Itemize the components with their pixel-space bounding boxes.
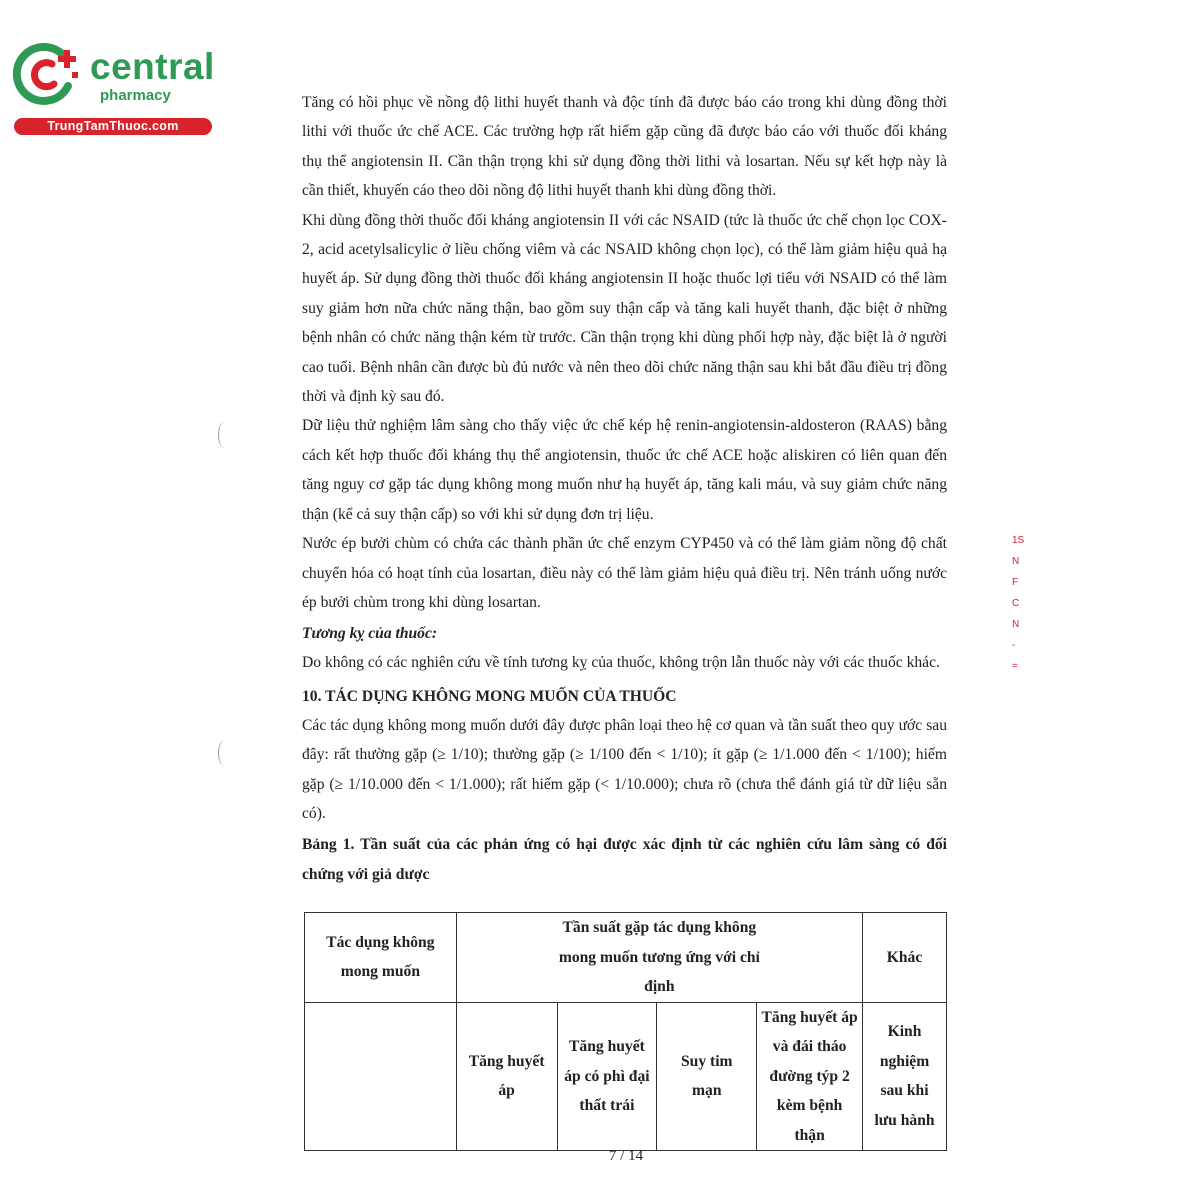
section-intro: Các tác dụng không mong muốn dưới đây được phân loại theo hệ cơ quan và tần suất theo quy ước sau đây: rất thường gặp (≥ 1/10); thường gặp (≥ 1/100 đến < 1/10); ít gặp (≥ 1/1.000 đến < 1/100); hiếm gặp (≥ 1/10.000 đến < 1/1.000); rất hiếm gặp (< 1/10.000); chưa rõ (chưa thể đánh giá từ dữ liệu sẵn có). [302,716,947,822]
table-header-other: Khác [863,913,947,1003]
margin-mark: N [1012,619,1020,630]
logo-subtitle: pharmacy [100,87,171,104]
table-subheader-diabetic-nephropathy: Tăng huyết áp và đái tháo đường týp 2 kèm bệnh thận [757,1002,863,1151]
table-caption: Bảng 1. Tần suất của các phản ứng có hại được xác định từ các nghiên cứu lâm sàng có đối chứng với giả dược [302,836,947,884]
paragraph-grapefruit: Nước ép bưởi chùm có chứa các thành phần ức chế enzym CYP450 và có thể làm giảm nồng độ chất chuyển hóa có hoạt tính của losartan, điều này có thể làm giảm hiệu quả điều trị. Nên tránh uống nước ép bưởi chùm trong khi dùng losartan. [302,535,947,611]
margin-stamp-fragments [1012,530,1028,677]
incompatibility-heading: Tương kỵ của thuốc: [302,625,438,643]
logo-wordmark: central [90,46,215,87]
section-heading: 10. TÁC DỤNG KHÔNG MONG MUỐN CỦA THUỐC [302,687,677,705]
logo-website-badge: TrungTamThuoc.com [14,118,212,135]
margin-mark: = [1012,661,1018,672]
table-subheader-lvh: Tăng huyết áp có phì đại thất trái [557,1002,657,1151]
margin-mark: - [1012,640,1016,651]
margin-mark: C [1012,598,1020,609]
paragraph-lithium: Tăng có hồi phục về nồng độ lithi huyết thanh và độc tính đã được báo cáo trong khi dùng đồng thời lithi với thuốc ức chế ACE. Các trường hợp rất hiếm gặp cũng đã được báo cáo với thuốc đối kháng thụ thể angiotensin II. Cần thận trọng khi sử dụng đồng thời lithi và losartan. Nếu sự kết hợp này là cần thiết, khuyến cáo theo dõi nồng độ lithi huyết thanh khi dùng đồng thời. [302,94,947,200]
table-subheader-post-marketing: Kinh nghiệm sau khi lưu hành [863,1002,947,1151]
table-subheader-heart-failure: Suy tim mạn [657,1002,757,1151]
pharmacy-logo-icon [10,40,90,112]
table-header-frequency: Tần suất gặp tác dụng không mong muốn tương ứng với chỉ định [456,913,862,1003]
paragraph-nsaid: Khi dùng đồng thời thuốc đối kháng angiotensin II với các NSAID (tức là thuốc ức chế chọn lọc COX-2, acid acetylsalicylic ở liều chống viêm và các NSAID không chọn lọc), có thể làm giảm hiệu quả hạ huyết áp. Sử dụng đồng thời thuốc đối kháng angiotensin II hoặc thuốc lợi tiểu với NSAID có thể làm suy giảm hơn nữa chức năng thận, bao gồm suy thận cấp và tăng kali huyết thanh, đặc biệt ở những bệnh nhân có chức năng thận kém từ trước. Cần thận trọng khi dùng phối hợp này, đặc biệt là ở người cao tuổi. Bệnh nhân cần được bù đủ nước và nên theo dõi chức năng thận sau khi bắt đầu điều trị đồng thời và định kỳ sau đó. [302,211,947,406]
margin-mark: 1S [1012,535,1025,546]
incompatibility-text: Do không có các nghiên cứu về tính tương kỵ của thuốc, không trộn lẫn thuốc này với các thuốc khác. [302,654,940,672]
page-number: 7 / 14 [608,1148,644,1164]
table-subheader-hypertension: Tăng huyết áp [456,1002,557,1151]
central-pharmacy-logo [10,38,215,138]
scan-artifact-mark [218,422,231,448]
table-cell-empty [305,1002,457,1151]
scan-artifact-mark [218,740,231,766]
document-body [302,88,947,890]
table-header-adverse-effect: Tác dụng không mong muốn [305,913,457,1003]
margin-mark: F [1012,577,1019,588]
adverse-reactions-table [304,912,947,1151]
paragraph-raas: Dữ liệu thử nghiệm lâm sàng cho thấy việc ức chế kép hệ renin-angiotensin-aldosteron (RAAS) bằng cách kết hợp thuốc đối kháng thụ thể angiotensin, thuốc ức chế ACE hoặc aliskiren có liên quan đến tăng nguy cơ gặp tác dụng không mong muốn như hạ huyết áp, tăng kali máu, và suy giảm chức năng thận (kể cả suy thận cấp) so với khi sử dụng đơn trị liệu. [302,417,947,523]
margin-mark: N [1012,556,1020,567]
